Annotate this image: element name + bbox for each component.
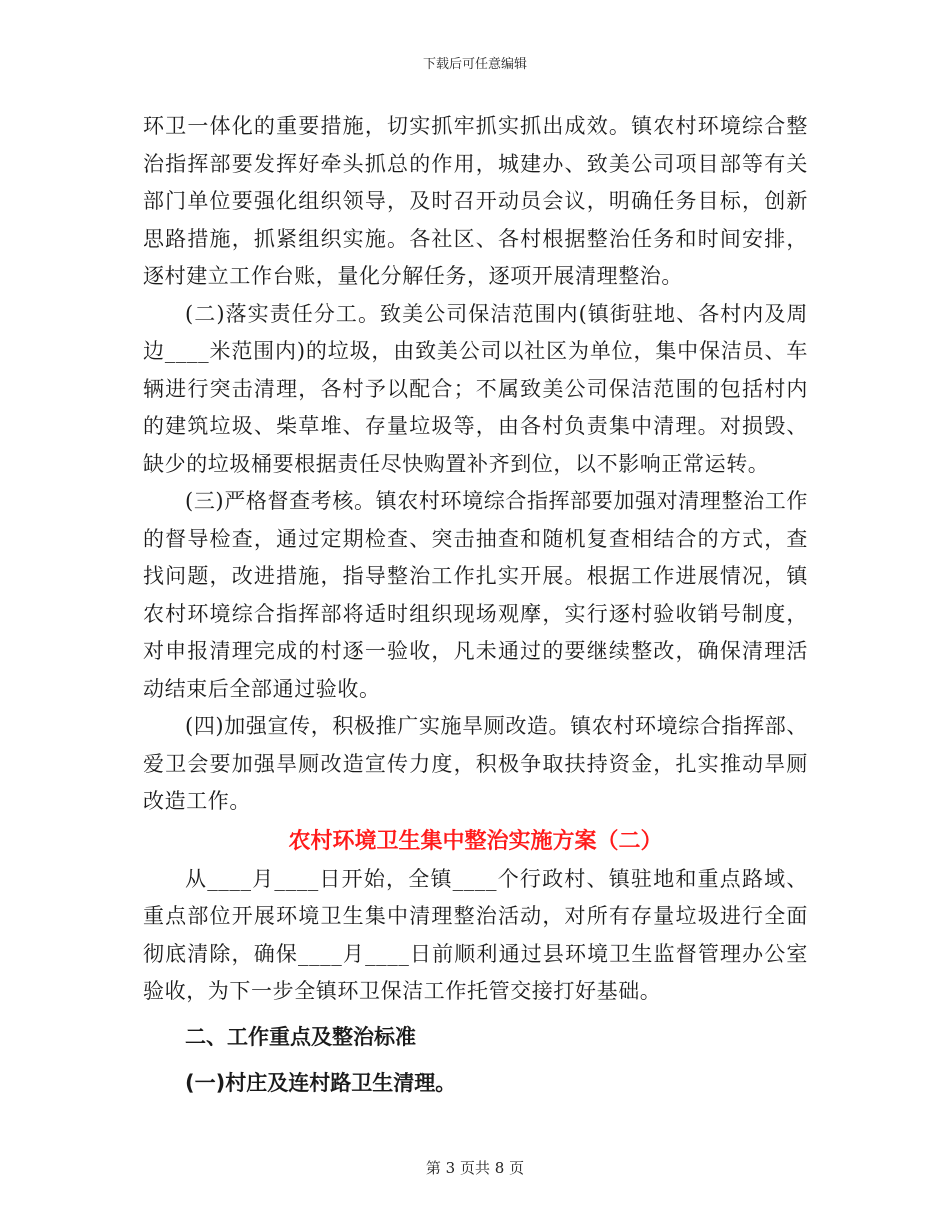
paragraph-responsibility: (二)落实责任分工。致美公司保洁范围内(镇街驻地、各村内及周边____米范围内)的垃圾，由致美公司以社区为单位，集中保洁员、车辆进行突击清理，各村予以配合；不属致美公司保洁范围的包括村内的建筑垃圾、柴草堆、存量垃圾等，由各村负责集中清理。对损毁、缺少的垃圾桶要根据责任尽快购置补齐到位，以不影响正常运转。 — [143, 301, 808, 476]
heading-village-cleanup: (一)村庄及连村路卫生清理。 — [185, 1070, 457, 1095]
document-body — [143, 108, 808, 1103]
page-header-note: 下载后可任意编辑 — [422, 57, 527, 72]
section-title: 农村环境卫生集中整治实施方案（二） — [288, 828, 663, 854]
page-number: 第 3 页共 8 页 — [425, 1159, 525, 1177]
paragraph-intro: 从____月____日开始，全镇____个行政村、镇驻地和重点路域、重点部位开展环境卫生集中清理整治活动，对所有存量垃圾进行全面彻底清除，确保____月____日前顺利通过县环境卫生监督管理办公室验收，为下一步全镇环卫保洁工作托管交接打好基础。 — [143, 866, 808, 1003]
paragraph-publicity: (四)加强宣传，积极推广实施旱厕改造。镇农村环境综合指挥部、爱卫会要加强旱厕改造宣传力度，积极争取扶持资金，扎实推动旱厕改造工作。 — [143, 714, 808, 813]
heading-work-focus: 二、工作重点及整治标准 — [185, 1024, 416, 1049]
paragraph-inspection: (三)严格督查考核。镇农村环境综合指挥部要加强对清理整治工作的督导检查，通过定期检查、突击抽查和随机复查相结合的方式，查找问题，改进措施，指导整治工作扎实开展。根据工作进展情况，镇农村环境综合指挥部将适时组织现场观摩，实行逐村验收销号制度，对申报清理完成的村逐一验收，凡未通过的要继续整改，确保清理活动结束后全部通过验收。 — [143, 489, 808, 701]
paragraph-continuation: 环卫一体化的重要措施，切实抓牢抓实抓出成效。镇农村环境综合整治指挥部要发挥好牵头抓总的作用，城建办、致美公司项目部等有关部门单位要强化组织领导，及时召开动员会议，明确任务目标，创新思路措施，抓紧组织实施。各社区、各村根据整治任务和时间安排，逐村建立工作台账，量化分解任务，逐项开展清理整治。 — [143, 114, 808, 288]
